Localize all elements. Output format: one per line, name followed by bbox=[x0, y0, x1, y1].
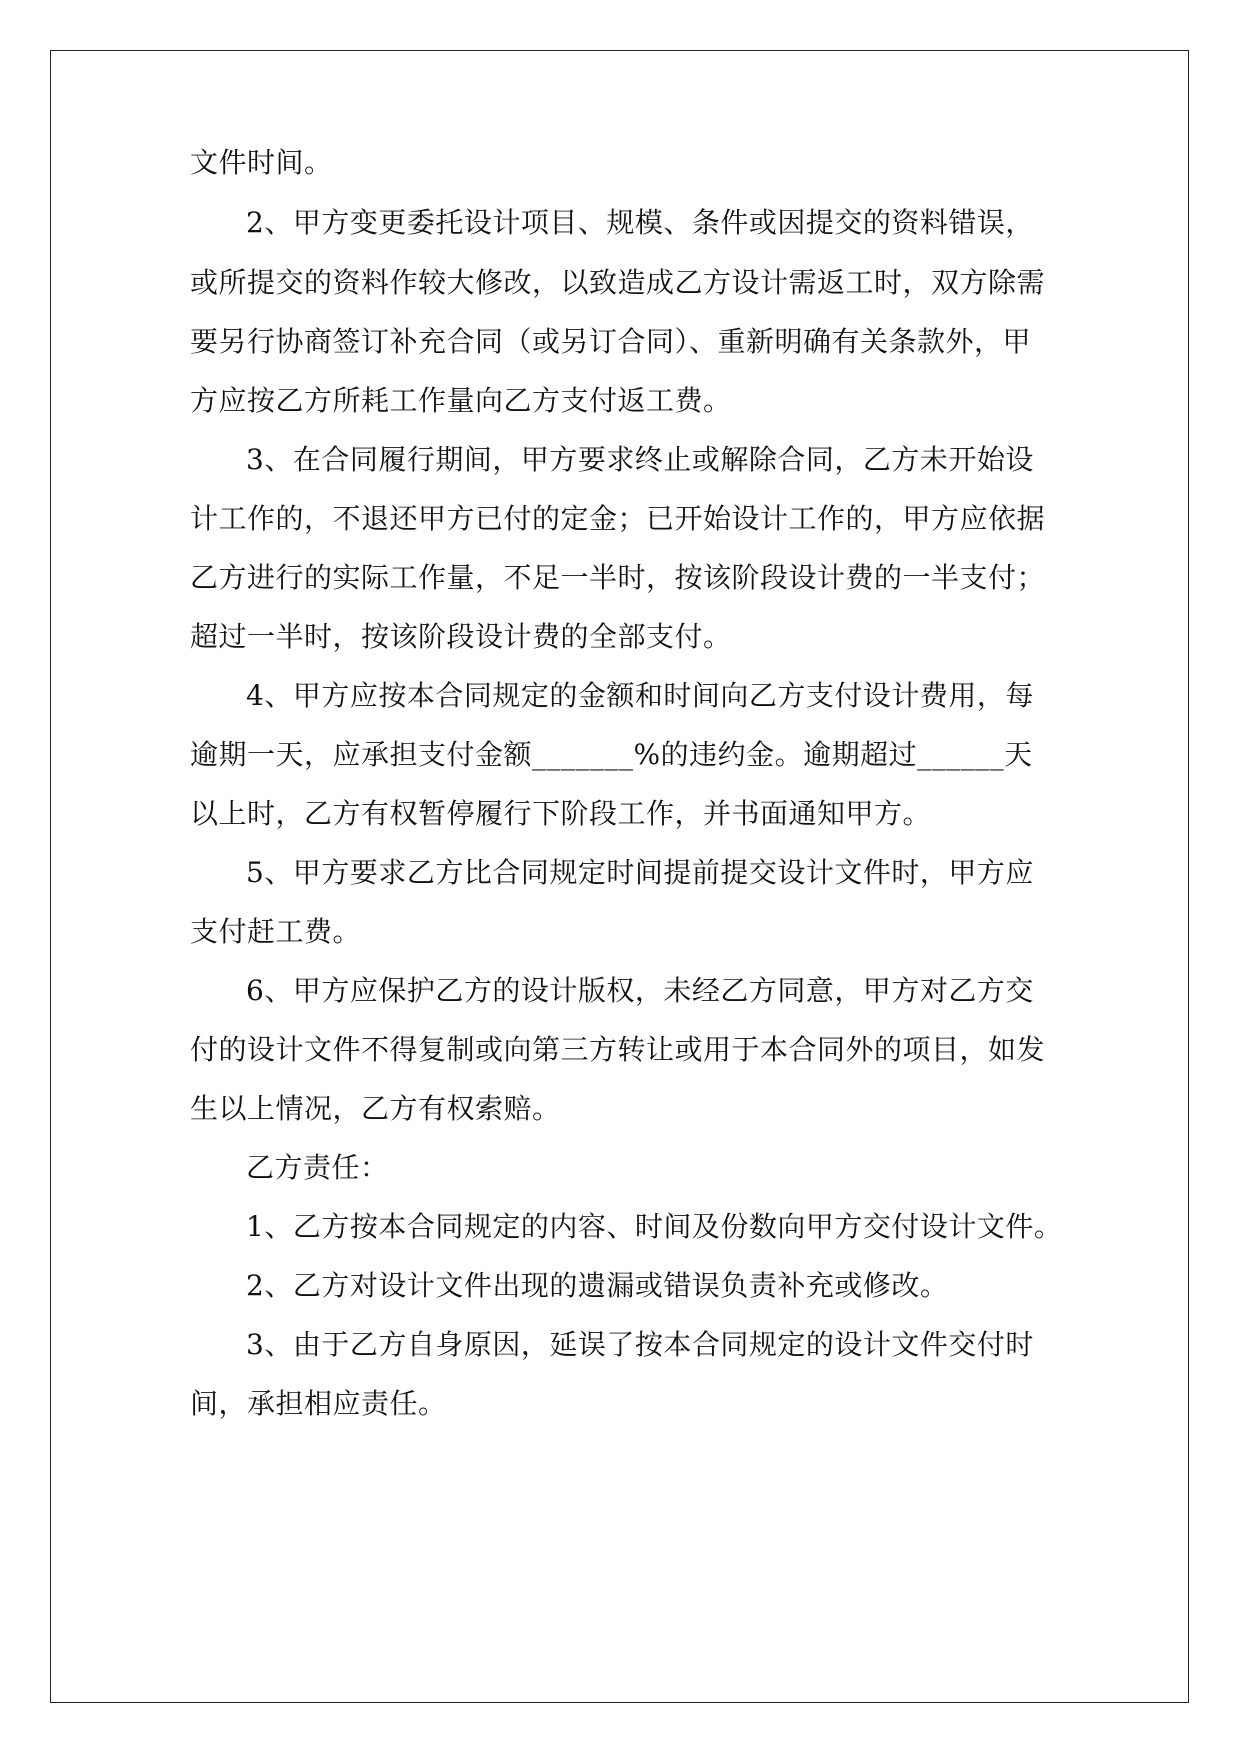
text-line: 间，承担相应责任。 bbox=[190, 1387, 447, 1420]
text-line: 5、甲方要求乙方比合同规定时间提前提交设计文件时，甲方应 bbox=[246, 856, 1034, 889]
text-line: 生以上情况，乙方有权索赔。 bbox=[190, 1092, 561, 1125]
text-line: 超过一半时，按该阶段设计费的全部支付。 bbox=[190, 620, 732, 653]
text-line: 付的设计文件不得复制或向第三方转让或用于本合同外的项目，如发 bbox=[190, 1033, 1046, 1066]
text-line: 或所提交的资料作较大修改，以致造成乙方设计需返工时，双方除需 bbox=[190, 266, 1046, 299]
text-line: 逾期一天，应承担支付金额_______%的违约金。逾期超过______天 bbox=[190, 738, 1033, 771]
text-line: 计工作的，不退还甲方已付的定金；已开始设计工作的，甲方应依据 bbox=[190, 502, 1046, 535]
text-line: 6、甲方应保护乙方的设计版权，未经乙方同意，甲方对乙方交 bbox=[246, 974, 1034, 1007]
text-line: 乙方进行的实际工作量，不足一半时，按该阶段设计费的一半支付； bbox=[190, 561, 1046, 594]
text-line: 要另行协商签订补充合同（或另订合同）、重新明确有关条款外，甲 bbox=[190, 325, 1032, 358]
section-heading: 乙方责任： bbox=[246, 1151, 389, 1184]
text-line: 以上时，乙方有权暂停履行下阶段工作，并书面通知甲方。 bbox=[190, 797, 932, 830]
text-line: 3、由于乙方自身原因，延误了按本合同规定的设计文件交付时 bbox=[246, 1328, 1034, 1361]
text-line: 2、乙方对设计文件出现的遗漏或错误负责补充或修改。 bbox=[246, 1269, 949, 1302]
text-line: 1、乙方按本合同规定的内容、时间及份数向甲方交付设计文件。 bbox=[246, 1210, 1063, 1243]
text-line: 文件时间。 bbox=[190, 146, 333, 179]
text-line: 支付赶工费。 bbox=[190, 915, 362, 948]
text-line: 方应按乙方所耗工作量向乙方支付返工费。 bbox=[190, 384, 732, 417]
text-line: 3、在合同履行期间，甲方要求终止或解除合同，乙方未开始设 bbox=[246, 443, 1034, 476]
text-line: 2、甲方变更委托设计项目、规模、条件或因提交的资料错误， bbox=[246, 206, 1034, 239]
text-line: 4、甲方应按本合同规定的金额和时间向乙方支付设计费用，每 bbox=[246, 679, 1034, 712]
